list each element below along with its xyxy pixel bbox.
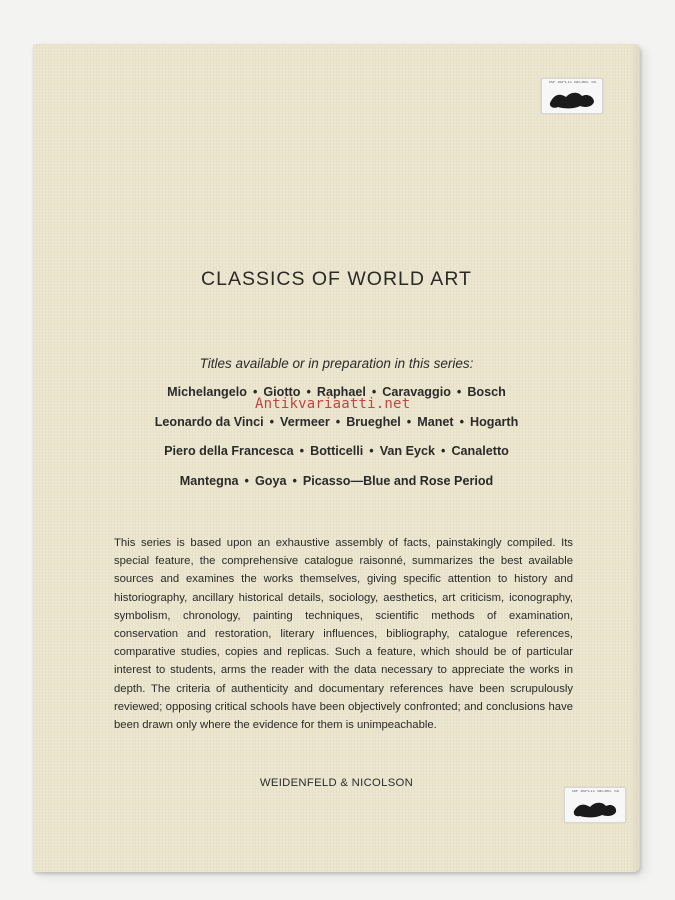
- bullet-separator: •: [459, 414, 465, 429]
- bullet-separator: •: [335, 414, 341, 429]
- titles-row: [33, 413, 640, 443]
- series-description: This series is based upon an exhaustive assembly of facts, painstakingly compiled. Its special feature, the comprehensive catalogue raisonné, summarizes the best available sources and examines the works themselves, giving specific attention to history and historiography, ancillary historical details, sociology, aesthetics, art criticism, iconography, symbolism, chronology, painting techniques, scientific methods of examination, conservation and restoration, literary influences, bibliography, catalogue references, comparative studies, copies and replicas. Such a feature, which should be of particular interest to students, arms the reader with the data necessary to appreciate the works in depth. The criteria of authenticity and documentary references have been scrupulously reviewed; opposing critical schools have been objectively confronted; and conclusions have been drawn only where the evidence for them is unimpeachable.: [114, 537, 573, 732]
- sticker-barcode-blot: [569, 797, 621, 819]
- artist-title: Van Eyck: [379, 444, 436, 459]
- bullet-separator: •: [369, 444, 374, 459]
- price-sticker-bottom: [564, 787, 626, 823]
- bullet-separator: •: [456, 385, 462, 399]
- artist-title: Brueghel: [346, 414, 401, 429]
- publisher-name: WEIDENFELD & NICOLSON: [259, 777, 414, 789]
- artist-title: Botticelli: [310, 444, 364, 459]
- bullet-separator: •: [299, 444, 305, 459]
- bullet-separator: •: [269, 414, 275, 429]
- artist-title: Leonardo da Vinci: [154, 414, 264, 429]
- artist-title: Vermeer: [280, 414, 330, 429]
- series-subtitle: Titles available or in preparation in this series:: [199, 356, 474, 371]
- watermark-text: Antikvariaatti.net: [255, 396, 411, 412]
- bullet-separator: •: [252, 385, 258, 399]
- bullet-separator: •: [292, 473, 297, 488]
- bullet-separator: •: [406, 414, 412, 429]
- bullet-separator: •: [371, 385, 377, 399]
- artist-title: Picasso—Blue and Rose Period: [302, 473, 494, 488]
- artist-title: Giotto: [263, 385, 301, 399]
- bullet-separator: •: [244, 473, 249, 488]
- artist-title: Caravaggio: [382, 385, 451, 399]
- artist-title: Manet: [417, 414, 454, 429]
- artist-title: Bosch: [467, 385, 506, 399]
- artist-title: Canaletto: [451, 444, 509, 459]
- sticker-text: TAP DUPLIC BECHOL SS: [570, 790, 619, 794]
- titles-row: [33, 442, 640, 472]
- artist-title: Raphael: [316, 385, 366, 399]
- titles-row: [33, 472, 640, 502]
- sticker-barcode-blot: [546, 88, 598, 110]
- bullet-separator: •: [306, 385, 311, 399]
- artist-title: Michelangelo: [167, 385, 247, 399]
- artist-title: Goya: [254, 473, 287, 488]
- sticker-text: TAP DUPLIC BECHOL SS: [547, 81, 596, 85]
- artist-title: Piero della Francesca: [164, 444, 294, 459]
- series-title: CLASSICS OF WORLD ART: [201, 268, 472, 290]
- artist-title: Mantegna: [179, 473, 239, 488]
- artist-title: Hogarth: [470, 414, 519, 429]
- bullet-separator: •: [441, 444, 446, 459]
- book-back-cover: [33, 44, 640, 872]
- price-sticker-top: [541, 78, 603, 114]
